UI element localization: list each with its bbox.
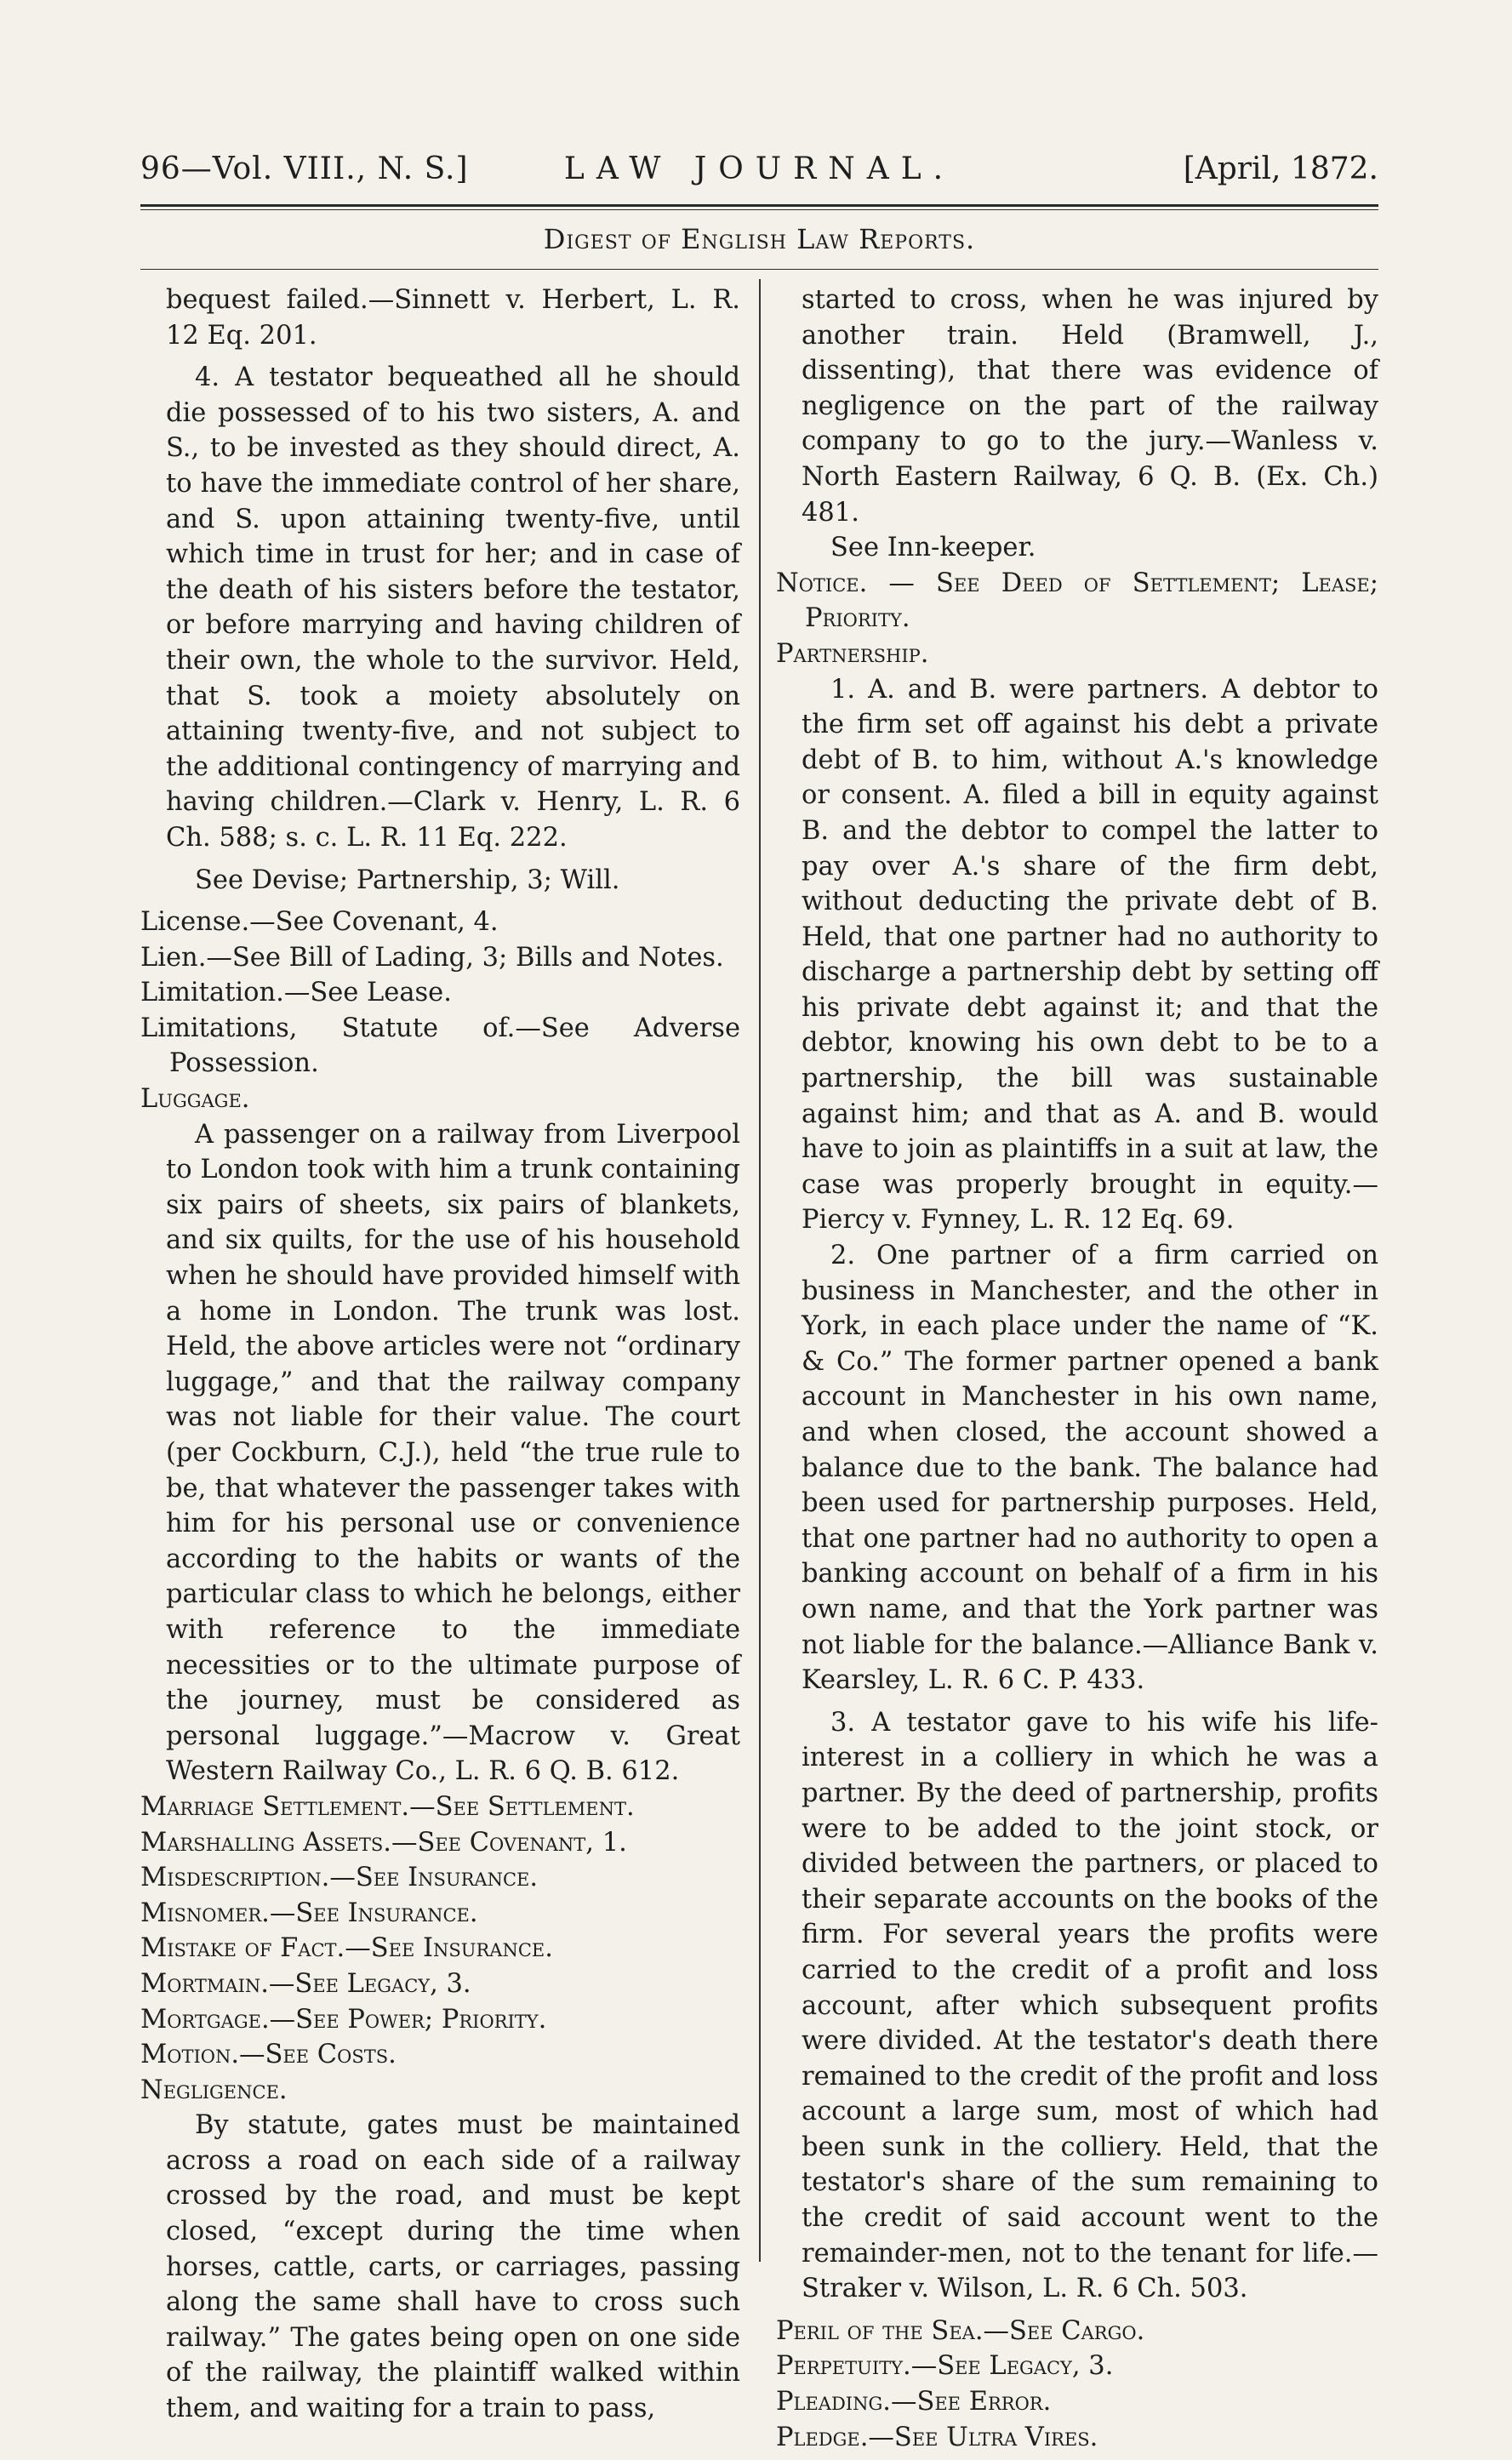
digest-entry: Marshalling Assets.—See Covenant, 1. — [140, 1827, 627, 1858]
digest-entry: Pleading.—See Error. — [776, 2387, 1052, 2417]
paragraph: A passenger on a railway from Liverpool to London took with him a trunk containing six pairs of sheets, six pairs of blankets, and six quilts, for the use of his household when he should have provided himself with a home in London. The trunk was lost. Held, the above articles were not “ordinary luggage,” and that the railway company was not liable for their value. The court (per Cockburn, C.J.), held “the true rule to be, that whatever the passenger takes with him for his personal use or convenience according to the habits or wants of the particular class to which he belongs, either with reference to the immediate necessities or to the ultimate purpose of the journey, must be considered as personal luggage.”—Macrow v. Great Western Railway Co., L. R. 6 Q. B. 612. — [166, 1119, 740, 1787]
paragraph: 3. A testator gave to his wife his life-interest in a colliery in which he was a partner. By the deed of partnership, profits were to be added to the joint stock, or divided between the partners, or placed to their separate accounts on the books of the firm. For several years the profits were carried to the credit of a profit and loss account, after which subsequent profits were divided. At the testator's death there remained to the credit of the profit and loss account a large sum, most of which had been sunk in the colliery. Held, that the testator's share of the sum remaining to the credit of said account went to the remainder-men, not to the tenant for life.—Straker v. Wilson, L. R. 6 Ch. 503. — [802, 1707, 1378, 2304]
left-column — [140, 283, 740, 2427]
paragraph: started to cross, when he was injured by another train. Held (Bramwell, J., dissenting), that there was evidence of negligence on the part of the railway company to go to the jury.—Wanless v. North Eastern Railway, 6 Q. B. (Ex. Ch.) 481. — [802, 285, 1378, 528]
header-rule-thin — [140, 209, 1378, 210]
cross-reference: See Devise; Partnership, 3; Will. — [195, 865, 620, 895]
journal-title: LAW JOURNAL. — [563, 151, 956, 186]
digest-entry: Perpetuity.—See Legacy, 3. — [776, 2351, 1114, 2382]
digest-entry: License.—See Covenant, 4. — [140, 907, 499, 938]
digest-entry: Pledge.—See Ultra Vires. — [776, 2422, 1098, 2452]
digest-entry: Notice. — See Deed of Settlement; Lease; Priority. — [776, 568, 1378, 634]
digest-entry: Motion.—See Costs. — [140, 2040, 397, 2070]
page-folio: 96—Vol. VIII., N. S.] — [140, 151, 469, 186]
subtitle-rule — [140, 269, 1378, 270]
paragraph: 1. A. and B. were partners. A debtor to the firm set off against his debt a private debt of B. to him, without A.'s knowledge or consent. A. filed a bill in equity against B. and the debtor to compel the latter to pay over A.'s share of the firm debt, without deducting the private debt of B. Held, that one partner had no authority to discharge a partnership debt by setting off his private debt against it; and that the debtor, knowing his own debt to be to a partnership, the bill was sustainable against him; and that as A. and B. would have to join as plaintiffs in a suit at law, the case was properly brought in equity.—Piercy v. Fynney, L. R. 12 Eq. 69. — [802, 674, 1378, 1236]
header-rule-thick — [140, 204, 1378, 207]
paragraph: 4. A testator bequeathed all he should die possessed of to his two sisters, A. and S., to be invested as they should direct, A. to have the immediate control of her share, and S. upon attaining twenty-five, until which time in trust for her; and in case of the death of his sisters before the testator, or before marrying and having children of their own, the whole to the survivor. Held, that S. took a moiety absolutely on attaining twenty-five, and not subject to the additional contingency of marrying and having children.—Clark v. Henry, L. R. 6 Ch. 588; s. c. L. R. 11 Eq. 222. — [166, 362, 740, 853]
digest-entry: Mortgage.—See Power; Priority. — [140, 2004, 547, 2035]
right-column — [776, 283, 1378, 2455]
digest-entry: Limitation.—See Lease. — [140, 978, 452, 1008]
section-subtitle: Digest of English Law Reports. — [543, 223, 976, 255]
digest-entry: Marriage Settlement.—See Settlement. — [140, 1791, 635, 1822]
running-header — [140, 151, 1378, 203]
issue-date: [April, 1872. — [1183, 151, 1378, 186]
column-divider — [759, 279, 761, 2262]
cross-reference: See Inn-keeper. — [830, 533, 1036, 563]
digest-entry: Limitations, Statute of.—See Adverse Possession. — [140, 1013, 740, 1079]
entry-heading: Partnership. — [776, 638, 929, 669]
digest-entry: Lien.—See Bill of Lading, 3; Bills and Notes. — [140, 942, 724, 973]
paragraph: 2. One partner of a firm carried on business in Manchester, and the other in York, in each place under the name of “K. & Co.” The former partner opened a bank account in Manchester in his own name, and when closed, the account showed a balance due to the bank. The balance had been used for partnership purposes. Held, that one partner had no authority to open a banking account on behalf of a firm in his own name, and that the York partner was not liable for the balance.—Alliance Bank v. Kearsley, L. R. 6 C. P. 433. — [802, 1241, 1378, 1696]
entry-heading: Negligence. — [140, 2075, 288, 2105]
digest-entry: Mistake of Fact.—See Insurance. — [140, 1933, 553, 1964]
digest-entry: Peril of the Sea.—See Cargo. — [776, 2315, 1145, 2346]
digest-entry: Misdescription.—See Insurance. — [140, 1863, 539, 1893]
digest-entry: Misnomer.—See Insurance. — [140, 1898, 478, 1928]
paragraph: By statute, gates must be maintained across a road on each side of a railway crossed by the road, and must be kept closed, “except during the time when horses, cattle, carts, or carriages, passing along the same shall have to cross such railway.” The gates being open on one side of the railway, the plaintiff walked within them, and waiting for a train to pass, — [166, 2110, 740, 2424]
entry-heading: Luggage. — [140, 1084, 250, 1115]
paragraph: bequest failed.—Sinnett v. Herbert, L. R. 12 Eq. 201. — [166, 285, 740, 351]
digest-entry: Mortmain.—See Legacy, 3. — [140, 1968, 471, 1999]
